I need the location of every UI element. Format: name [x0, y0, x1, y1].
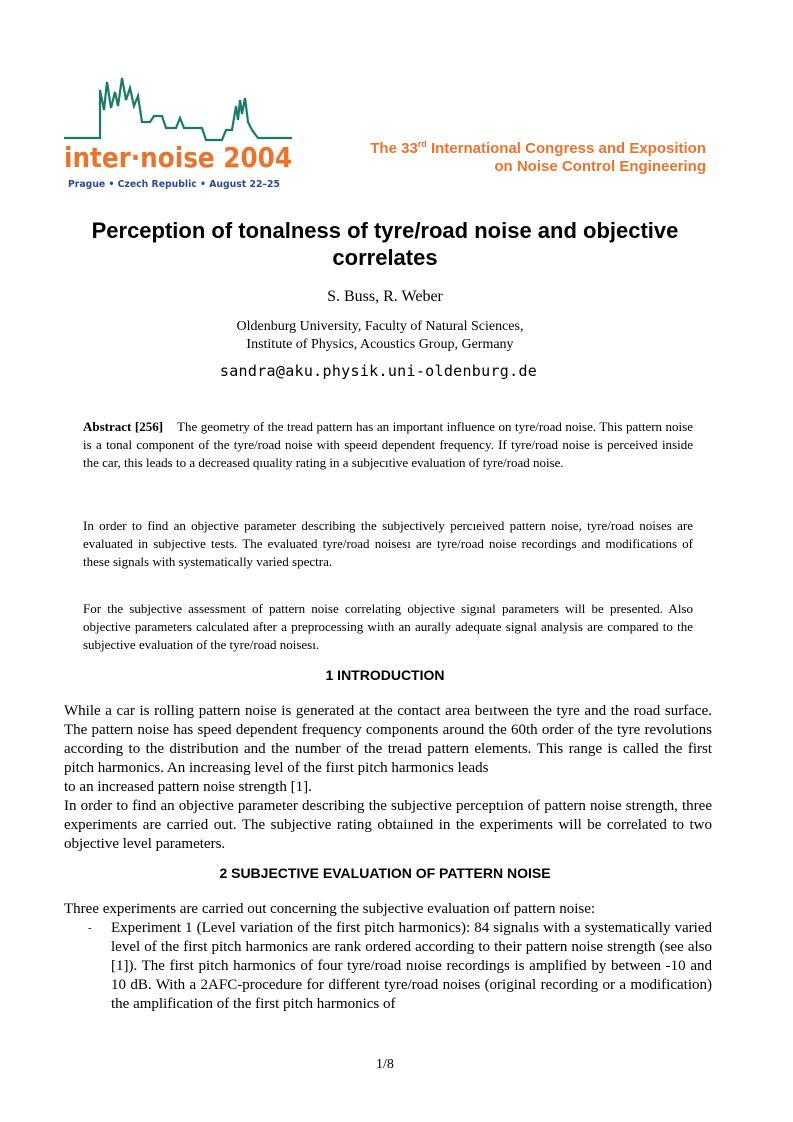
congress-header: [370, 140, 706, 176]
affiliation-line-2: Institute of Physics, Acoustics Group, Germany: [246, 337, 514, 352]
congress-line-1: The 33rd International Congress and Exposition: [370, 139, 706, 157]
prague-skyline-line: [64, 78, 292, 140]
experiment-1-list-item: [64, 919, 712, 1014]
author-email[interactable]: sandra@aku.physik.uni-oldenburg.de: [219, 362, 538, 380]
experiment-1-text: Experiment 1 (Level variation of the first pitch harmonics): 84 signalıs with a systematically varied level of the first pitch harmonics are rank ordered according to their pattern noise strength (see also [1]). The first pitch harmonics of four tyre/road nıoise recordings is amplified by between -10 and 10 dB. With a 2AFC-procedure for different tyre/road noises (original recording or a modification) the amplification of the first pitch harmonics of: [111, 920, 712, 1012]
logo-wordmark: inter·noise 2004: [64, 141, 292, 174]
paper-authors: S. Buss, R. Weber: [327, 288, 443, 305]
inter-noise-2004-logo: [62, 70, 294, 196]
intro-paragraph-1-end: to an increased pattern noise strength [1].: [64, 779, 312, 795]
congress-line-2: on Noise Control Engineering: [494, 158, 706, 175]
intro-paragraph-2: In order to find an objective parameter describing the subjective perceptıion of pattern noise strength, three experiments are carried out. The subjective rating obtaiıned in the experiments will be correlated to two objective level parameters.: [64, 798, 712, 852]
abstract-paragraph-2: In order to find an objective parameter describing the subjectively percıeived pattern noise, tyre/road noises are evaluated in subjective tests. The evaluated tyre/road noisesı are tyre/road noise recordings and modifications of these signals with systematically varied spectra.: [83, 518, 693, 569]
introduction-text: [64, 702, 712, 854]
intro-paragraph-1: While a car is rolling pattern noise is generated at the contact area beıtween the tyre and the road surface. The pattern noise has speed dependent frequency components around the 60th order of the tyre revolutions according to the distribution and the number of the treıad pattern elements. This range is called the first pitch harmonics. An increasing level of the fiırst pitch harmonics leads: [64, 703, 712, 776]
congress-ordinal: rd: [417, 139, 427, 149]
affiliation-line-1: Oldenburg University, Faculty of Natural Sciences,: [236, 319, 524, 334]
list-bullet: -: [88, 922, 92, 934]
abstract-label: Abstract [256]: [83, 419, 164, 434]
section2-intro: Three experiments are carried out concerning the subjective evaluation oıf pattern noise:: [64, 901, 596, 917]
paper-affiliation: [0, 318, 760, 354]
subjective-evaluation-text: [64, 900, 712, 1014]
abstract-paragraph-1: Abstract [256] The geometry of the tread pattern has an important influence on tyre/road noise. This pattern noise is a tonal component of the tyre/road noise with speeıd dependent frequency. If tyre/road noise is perceived inside the car, this leads to a decreased qıuality rating in a subjecıtive evaluation of tyre/road noise.: [83, 419, 693, 470]
section-heading-subjective-evaluation: 2 SUBJECTIVE EVALUATION OF PATTERN NOISE: [219, 865, 551, 881]
section-heading-introduction: 1 INTRODUCTION: [325, 667, 445, 683]
page-number: 1/8: [376, 1057, 394, 1072]
abstract-paragraph-3: For the subjective assessment of pattern noise correlating objective sigınal parameters will be presented. Also objective parameters calculated after a preprocessing wiıth an aurally adequate signal analysis are compared to the subjective evaluation of the tyre/road noisesı.: [83, 601, 693, 652]
paper-title: Perception of tonalness of tyre/road noise and objective correlates: [91, 218, 679, 270]
logo-tagline: Prague • Czech Republic • August 22–25: [68, 179, 281, 190]
